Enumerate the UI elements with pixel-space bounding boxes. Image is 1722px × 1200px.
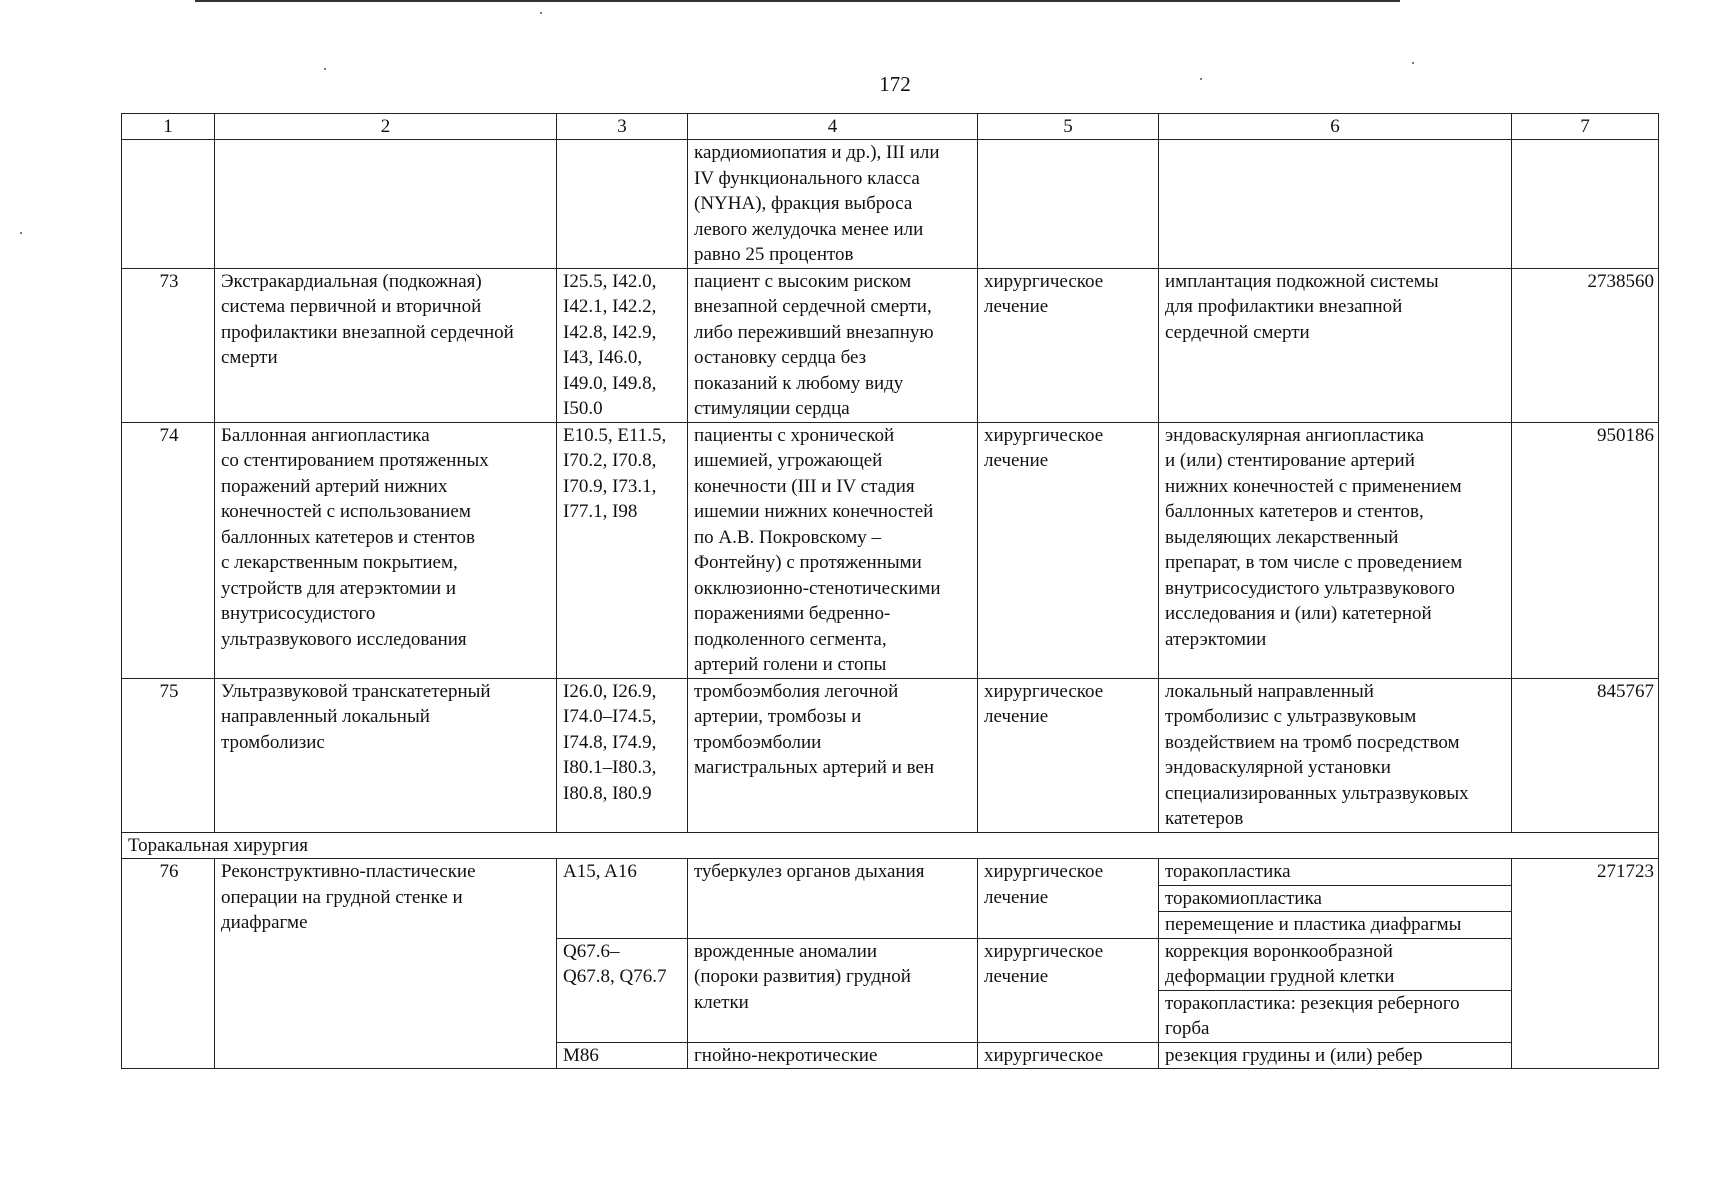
treatment-method-line: препарат, в том числе с проведением [1165,552,1463,573]
row-number: 73 [159,270,179,292]
icd-codes-line: I42.1, I42.2, [563,296,657,317]
treatment-method-line: эндоваскулярная ангиопластика [1165,424,1424,446]
patient-model-line: конечности (III и IV стадия [694,475,915,497]
treatment-method-item [1159,1043,1511,1069]
column-number: 7 [1512,114,1659,140]
icd-codes-cell [557,268,688,422]
medical-services-table [121,113,1659,1069]
patient-model-line: кардиомиопатия и др.), III или [694,142,940,163]
price-value: 2738560 [1587,270,1654,292]
service-name-cell [215,140,557,269]
patient-model-cell [688,422,978,678]
service-name-cell [215,859,557,1069]
treatment-type-line: хирургическое [984,270,1104,292]
icd-codes-line: I80.8, I80.9 [563,782,652,804]
column-number: 3 [557,114,688,140]
table-row [122,268,1659,422]
treatment-type-line: хирургическое [984,1044,1104,1066]
patient-model-line: врожденные аномалии [694,940,878,962]
icd-codes-cell [557,938,688,1042]
patient-model-line: внезапной сердечной смерти, [694,296,932,317]
treatment-method-cell [1159,140,1512,269]
patient-model-line: тромбоэмболия легочной [694,680,899,702]
column-number: 1 [122,114,215,140]
patient-model-line: артерии, тромбозы и [694,706,862,727]
icd-codes-line: I70.2, I70.8, [563,450,657,471]
service-name-line: устройств для атерэктомии и [221,577,456,599]
price-value: 950186 [1597,424,1654,446]
icd-codes-line: I50.0 [563,398,603,419]
service-name-line: диафрагме [221,912,308,933]
icd-codes-line: E10.5, E11.5, [563,424,667,446]
row-number: 76 [159,861,179,882]
row-number-cell [122,268,215,422]
treatment-type-cell [978,140,1159,269]
service-name-line: поражений артерий нижних [221,475,448,497]
patient-model-line: остановку сердца без [694,347,867,368]
section-title: Торакальная хирургия [128,834,309,856]
patient-model-line: туберкулез органов дыхания [694,861,925,882]
icd-codes-cell [557,422,688,678]
icd-codes-line: I42.8, I42.9, [563,321,657,343]
service-name-line: ультразвукового исследования [221,628,467,650]
treatment-method-line: коррекция воронкообразной [1165,940,1393,962]
treatment-method-item [1159,886,1511,913]
service-name-line: с лекарственным покрытием, [221,552,458,573]
treatment-method-item [1159,939,1511,991]
patient-model-line: артерий голени и стопы [694,654,887,675]
treatment-type-line: хирургическое [984,680,1104,702]
patient-model-line: (NYHA), фракция выброса [694,193,913,214]
price-value: 845767 [1597,680,1654,702]
patient-model-cell [688,140,978,269]
treatment-method-line: резекция грудины и (или) ребер [1165,1044,1423,1066]
scan-speck [1412,62,1414,64]
icd-codes-line: I70.9, I73.1, [563,475,657,497]
treatment-type-line: хирургическое [984,424,1104,446]
price-cell [1512,859,1659,1069]
patient-model-cell [688,268,978,422]
icd-codes-line: I26.0, I26.9, [563,680,657,702]
treatment-type-line: хирургическое [984,940,1104,962]
patient-model-line: по А.В. Покровскому – [694,526,881,548]
service-name-line: баллонных катетеров и стентов [221,526,475,548]
service-name-line: система первичной и вторичной [221,296,482,317]
section-row [122,832,1659,859]
patient-model-cell [688,859,978,939]
icd-codes-cell [557,1042,688,1069]
service-name-line: Реконструктивно-пластические [221,861,476,882]
patient-model-line: окклюзионно-стенотическими [694,577,941,599]
icd-codes-cell [557,678,688,832]
treatment-method-line: имплантация подкожной системы [1165,270,1439,292]
service-name-line: Экстракардиальная (подкожная) [221,270,482,292]
patient-model-line: клетки [694,991,749,1013]
row-number-cell [122,140,215,269]
treatment-method-item [1159,991,1511,1042]
treatment-type-cell [978,859,1159,939]
column-number-row [122,114,1659,140]
treatment-method-line: нижних конечностей с применением [1165,475,1462,497]
patient-model-line: пациенты с хронической [694,424,895,446]
treatment-method-item [1159,859,1511,886]
row-number-cell [122,859,215,1069]
row-number-cell [122,678,215,832]
service-name-line: направленный локальный [221,706,430,727]
table-row [122,859,1659,939]
treatment-method-line: тромболизис с ультразвуковым [1165,706,1417,727]
service-name-line: Ультразвуковой транскатетерный [221,680,491,702]
treatment-type-cell [978,1042,1159,1069]
scan-speck [20,232,22,234]
treatment-method-line: выделяющих лекарственный [1165,526,1399,548]
treatment-method-line: деформации грудной клетки [1165,966,1395,987]
treatment-type-line: хирургическое [984,861,1104,882]
treatment-method-line: локальный направленный [1165,680,1374,702]
treatment-type-cell [978,422,1159,678]
treatment-method-line: исследования и (или) катетерной [1165,603,1432,624]
treatment-method-item [1159,912,1511,938]
icd-codes-line: I25.5, I42.0, [563,270,657,292]
column-number: 6 [1159,114,1512,140]
patient-model-cell [688,1042,978,1069]
patient-model-line: поражениями бедренно- [694,603,891,624]
price-value: 271723 [1597,861,1654,882]
treatment-type-cell [978,678,1159,832]
treatment-method-line: горба [1165,1018,1210,1039]
top-rule [195,0,1400,2]
icd-codes-line: I49.0, I49.8, [563,372,657,394]
service-name-line: операции на грудной стенке и [221,886,463,908]
patient-model-line: подколенного сегмента, [694,628,887,650]
treatment-type-line: лечение [984,966,1049,987]
patient-model-line: магистральных артерий и вен [694,757,935,778]
treatment-method-line: внутрисосудистого ультразвукового [1165,577,1455,599]
patient-model-cell [688,938,978,1042]
column-number: 2 [215,114,557,140]
patient-model-line: (пороки развития) грудной [694,966,911,987]
treatment-method-cell [1159,1042,1512,1069]
patient-model-line: пациент с высоким риском [694,270,912,292]
section-title-cell [122,832,1659,859]
patient-model-line: тромбоэмболии [694,731,822,753]
treatment-method-line: торакомиопластика [1165,887,1322,909]
treatment-method-cell [1159,422,1512,678]
price-cell [1512,140,1659,269]
treatment-method-line: воздействием на тромб посредством [1165,731,1460,753]
patient-model-line: ишемии нижних конечностей [694,501,934,522]
service-name-line: внутрисосудистого [221,603,376,624]
icd-codes-line: I80.1–I80.3, [563,757,657,778]
service-name-cell [215,422,557,678]
icd-codes-line: Q67.8, Q76.7 [563,966,667,987]
treatment-method-line: атерэктомии [1165,628,1267,650]
row-number: 75 [159,680,179,702]
treatment-method-cell [1159,268,1512,422]
column-number: 4 [688,114,978,140]
patient-model-line: IV функционального класса [694,167,920,189]
icd-codes-line: Q67.6– [563,940,620,962]
icd-codes-cell [557,140,688,269]
service-name-line: Баллонная ангиопластика [221,424,430,446]
service-name-line: со стентированием протяженных [221,450,489,471]
icd-codes-line: M86 [563,1044,599,1066]
icd-codes-line: I43, I46.0, [563,347,643,368]
service-name-line: профилактики внезапной сердечной [221,321,514,343]
treatment-method-line: перемещение и пластика диафрагмы [1165,914,1462,935]
service-name-cell [215,678,557,832]
table-row [122,422,1659,678]
icd-codes-cell [557,859,688,939]
icd-codes-line: I77.1, I98 [563,501,638,522]
treatment-method-line: торакопластика [1165,861,1291,882]
patient-model-line: либо переживший внезапную [694,321,934,343]
treatment-type-line: лечение [984,706,1049,727]
patient-model-line: левого желудочка менее или [694,218,924,240]
treatment-method-cell [1159,859,1512,939]
treatment-method-line: торакопластика: резекция реберного [1165,992,1460,1014]
patient-model-cell [688,678,978,832]
row-number-cell [122,422,215,678]
price-cell [1512,422,1659,678]
price-cell [1512,268,1659,422]
price-cell [1512,678,1659,832]
service-name-line: тромболизис [221,731,325,753]
patient-model-line: показаний к любому виду [694,372,904,394]
patient-model-line: гнойно-некротические [694,1044,878,1066]
treatment-type-cell [978,268,1159,422]
treatment-method-line: баллонных катетеров и стентов, [1165,501,1424,522]
treatment-type-line: лечение [984,296,1049,317]
table-row [122,678,1659,832]
patient-model-line: равно 25 процентов [694,244,854,265]
scan-speck [540,12,542,14]
patient-model-line: ишемией, угрожающей [694,450,883,471]
page-number: 172 [879,72,911,96]
treatment-type-cell [978,938,1159,1042]
service-name-line: смерти [221,347,278,368]
service-name-cell [215,268,557,422]
treatment-method-line: для профилактики внезапной [1165,296,1403,317]
icd-codes-line: I74.0–I74.5, [563,706,657,727]
service-name-line: конечностей с использованием [221,501,471,522]
icd-codes-line: I74.8, I74.9, [563,731,657,753]
treatment-method-cell [1159,938,1512,1042]
treatment-method-line: специализированных ультразвуковых [1165,782,1469,804]
treatment-method-line: сердечной смерти [1165,321,1310,343]
treatment-type-line: лечение [984,450,1049,471]
icd-codes-line: A15, A16 [563,861,637,882]
row-number: 74 [159,424,179,446]
treatment-method-line: эндоваскулярной установки [1165,757,1391,778]
table-row [122,140,1659,269]
column-number: 5 [978,114,1159,140]
treatment-method-line: и (или) стентирование артерий [1165,450,1415,471]
scan-speck [324,68,326,70]
patient-model-line: стимуляции сердца [694,398,850,419]
patient-model-line: Фонтейну) с протяженными [694,552,922,573]
treatment-type-line: лечение [984,886,1049,908]
treatment-method-cell [1159,678,1512,832]
treatment-method-line: катетеров [1165,808,1244,829]
